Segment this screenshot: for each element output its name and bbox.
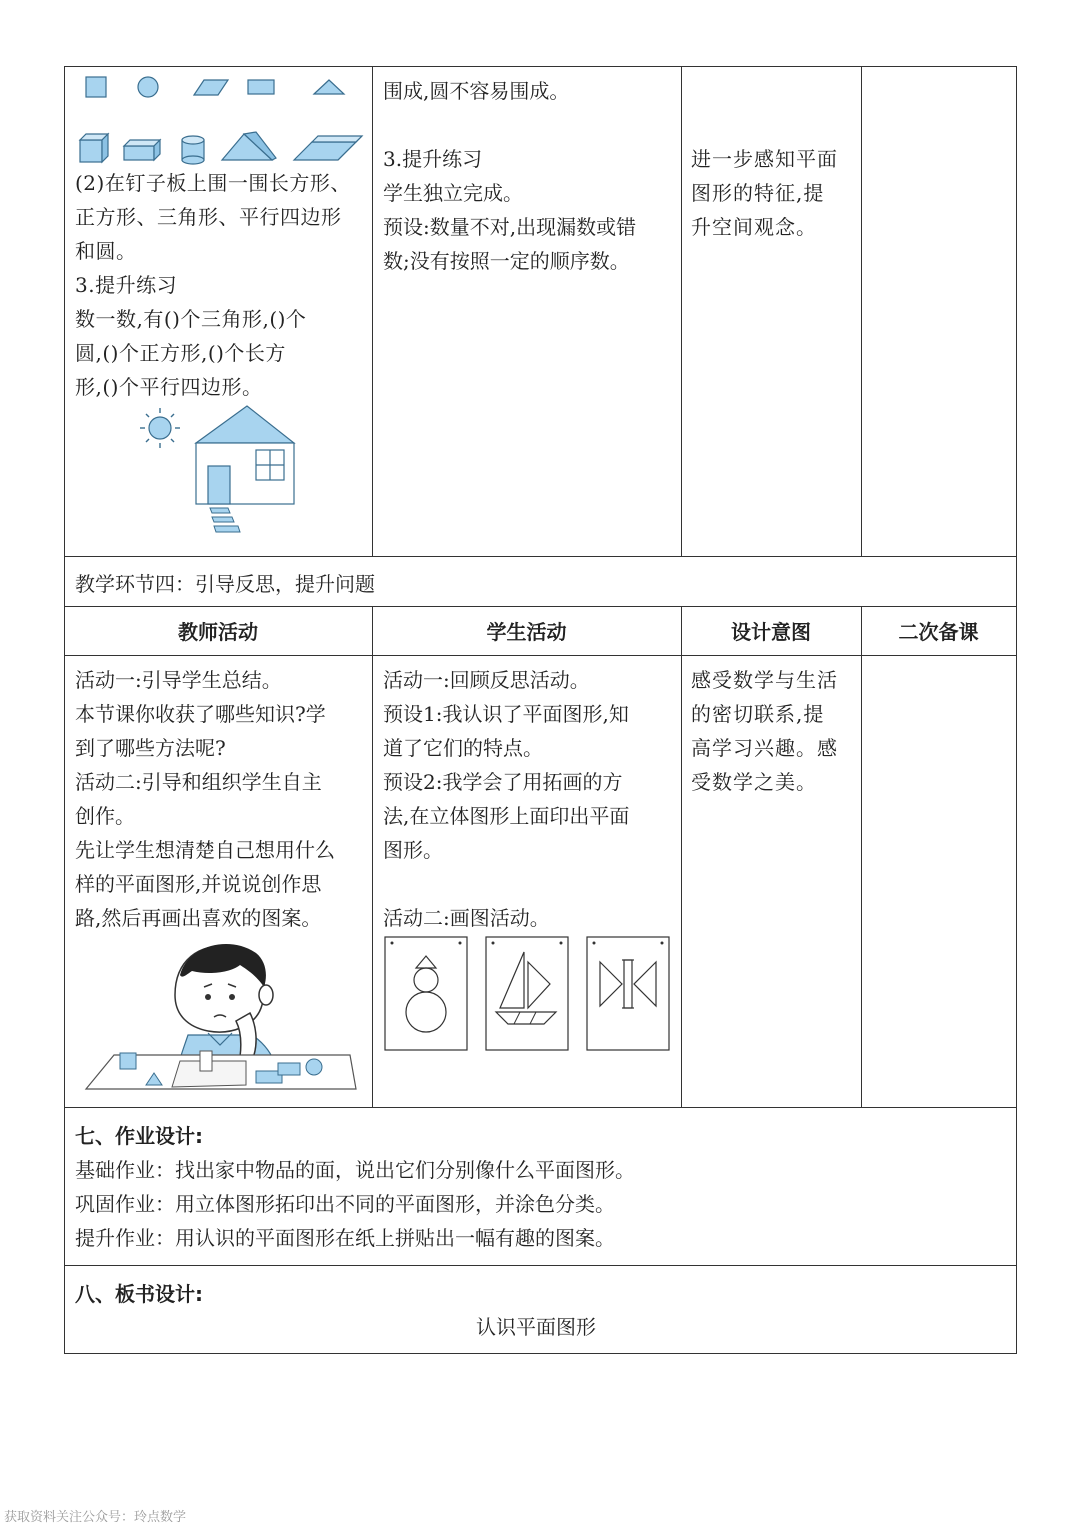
triangular-prism-solid [222,132,276,160]
cylinder-solid [182,136,204,164]
circle-shape [138,77,158,97]
row1-student-text: 围成,圆不容易围成。 3.提升练习 学生独立完成。 预设:数量不对,出现漏数或错 数;没有按照一定的顺序数。 [383,79,637,273]
boy-thinking-illustration [80,935,360,1095]
boy-drawing [175,944,276,1067]
drawing-cards-illustration [380,932,675,1054]
homework-advanced: 提升作业：用认识的平面图形在纸上拼贴出一幅有趣的图案。 [75,1226,615,1250]
table-left-border [64,66,65,1354]
footer-note: 获取资料关注公众号：玲点数学 [4,1510,187,1525]
row2-student-text: 活动一:回顾反思活动。 预设1:我认识了平面图形,知 道了它们的特点。 预设2:我学会了用拓画的方 法,在立体图形上面印出平面 图形。 活动二:画图活动。 [383,668,630,930]
homework-basic: 基础作业：找出家中物品的面，说出它们分别像什么平面图形。 [75,1158,635,1182]
header-teacher-activity: 教师活动 [178,620,258,644]
board-content: 认识平面图形 [476,1315,596,1339]
rectangle-shape [248,80,274,94]
row2-teacher-text: 活动一:引导学生总结。 本节课你收获了哪些知识?学 到了哪些方法呢? 活动二:引导和组织学生自主 创作。 先让学生想清楚自己想用什么 样的平面图形,并说说创作思 路,然后再画出喜欢的图案。 [75,668,335,930]
house-sun-illustration [134,400,304,542]
col2-divider-top [681,66,682,556]
header-second-prep: 二次备课 [898,620,979,644]
cuboid-solid [124,140,160,160]
triangle-shape [314,80,344,94]
parallelepiped-solid [294,136,362,160]
col3-divider-top [861,66,862,556]
homework-bottom-border [64,1265,1016,1266]
homework-consolidate: 巩固作业：用立体图形拓印出不同的平面图形，并涂色分类。 [75,1192,615,1216]
board-title: 八、板书设计: [75,1282,203,1306]
sun-icon [140,408,180,448]
row1-intent-text: 进一步感知平面 图形的特征,提 升空间观念。 [691,147,838,239]
table-top-border [64,66,1016,67]
col1-divider-bottom [372,606,373,1107]
parallelogram-shape [194,80,228,95]
col3-divider-bottom [861,606,862,1107]
col2-divider-bottom [681,606,682,1107]
homework-title: 七、作业设计: [75,1124,203,1148]
table-bottom-border [64,1353,1016,1354]
col1-divider-top [372,66,373,556]
solid-shapes-illustration [76,128,366,168]
row2-bottom-border [64,1107,1016,1108]
row1-bottom-border [64,556,1016,557]
row2-intent-text: 感受数学与生活 的密切联系,提 高学习兴趣。感 受数学之美。 [691,668,838,794]
sailboat-card [486,937,568,1050]
row1-teacher-text: (2)在钉子板上围一围长方形、 正方形、三角形、平行四边形 和圆。 3.提升练习 数一数,有()个三角形,()个 圆,()个正方形,()个长方 形,()个平行四边形。 [75,171,351,399]
square-shape [86,77,106,97]
header-bottom-border [64,655,1016,656]
header-design-intent: 设计意图 [731,620,811,644]
table-right-border [1016,66,1017,1354]
header-student-activity: 学生活动 [486,620,567,644]
snowman-card [385,937,467,1050]
section4-title: 教学环节四：引导反思，提升问题 [75,572,375,596]
desk-drawing [86,1051,356,1089]
house-drawing [196,406,294,532]
cube-solid [80,134,108,162]
butterfly-card [587,937,669,1050]
flat-shapes-illustration [76,72,366,102]
